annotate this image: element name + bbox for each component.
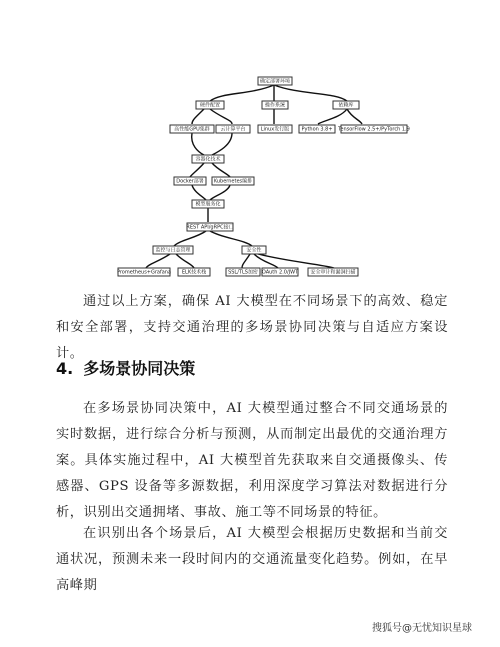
flow-node-oauth [262,268,299,276]
svg-text:云计算平台: 云计算平台 [220,126,246,133]
svg-text:监控与日志管理: 监控与日志管理 [155,247,191,254]
source-watermark: 搜狐号@无忧知识星球 [372,623,472,634]
svg-text:安全性: 安全性 [246,247,262,254]
svg-text:安全审计和漏洞扫描: 安全审计和漏洞扫描 [310,269,356,276]
flow-node-api [186,223,233,231]
flow-node-security [242,246,266,254]
svg-text:OAuth 2.0/JWT: OAuth 2.0/JWT [261,269,299,276]
section-number: 4. [56,359,74,378]
body-paragraph-2: 在识别出各个场景后，AI 大模型会根据历史数据和当前交通状况，预测未来一段时间内的交通流量变化趋势。例如，在早高峰期 [56,526,448,593]
flow-node-hardware [196,101,224,109]
summary-paragraph: 通过以上方案，确保 AI 大模型在不同场景下的高效、稳定和安全部署，支持交通治理的多场景协同决策与自适应方案设计。 [56,294,448,361]
svg-text:容器化技术: 容器化技术 [195,156,221,163]
flow-node-ssl [226,268,260,276]
flow-node-deps [333,101,359,109]
svg-text:TensorFlow 2.5+/PyTorch 1.9: TensorFlow 2.5+/PyTorch 1.9 [338,126,410,133]
flow-node-audit [308,268,358,276]
flow-node-cloud [216,125,250,133]
flow-node-os [262,101,288,109]
flow-node-prometheus [117,268,171,276]
flow-node-docker [174,177,206,185]
svg-text:SSL/TLS加密: SSL/TLS加密 [228,269,258,276]
flow-node-gpu-cluster [170,125,214,133]
svg-text:Linux发行版: Linux发行版 [260,126,290,133]
section-heading [56,356,195,379]
flow-node-elk [178,268,210,276]
svg-text:Python 3.8+: Python 3.8+ [301,126,333,133]
svg-text:操作系统: 操作系统 [264,102,286,109]
flow-node-linux [258,125,292,133]
deployment-flowchart [0,0,500,290]
section-title: 多场景协同决策 [83,359,196,378]
svg-text:REST API/gRPC接口: REST API/gRPC接口 [186,224,234,231]
svg-text:Docker部署: Docker部署 [176,178,204,185]
flow-node-serving [192,200,224,208]
flow-node-k8s [212,177,254,185]
svg-text:高性能GPU集群: 高性能GPU集群 [174,126,210,133]
svg-text:模型服务化: 模型服务化 [195,201,221,208]
svg-text:依赖库: 依赖库 [338,102,354,109]
svg-text:Kubernetes编排: Kubernetes编排 [213,178,253,185]
svg-text:Prometheus+Grafana: Prometheus+Grafana [116,269,172,276]
flow-node-monitoring [153,246,193,254]
flow-node-container [192,155,224,163]
flow-node-python [299,125,335,133]
svg-text:确定部署环境: 确定部署环境 [259,78,291,85]
body-paragraph-1: 在多场景协同决策中，AI 大模型通过整合不同交通场景的实时数据，进行综合分析与预测，从而制定出最优的交通治理方案。具体实施过程中，AI 大模型首先获取来自交通摄像头、传感器、GPS 设备等多源数据，利用深度学习算法对数据进行分析，识别出交通拥堵、事故、施工等不同场景的特征。 [56,401,448,520]
flow-node-frameworks [337,125,410,133]
svg-text:硬件配置: 硬件配置 [199,102,221,109]
flow-node-root [258,77,292,85]
svg-text:ELK技术栈: ELK技术栈 [181,269,207,276]
